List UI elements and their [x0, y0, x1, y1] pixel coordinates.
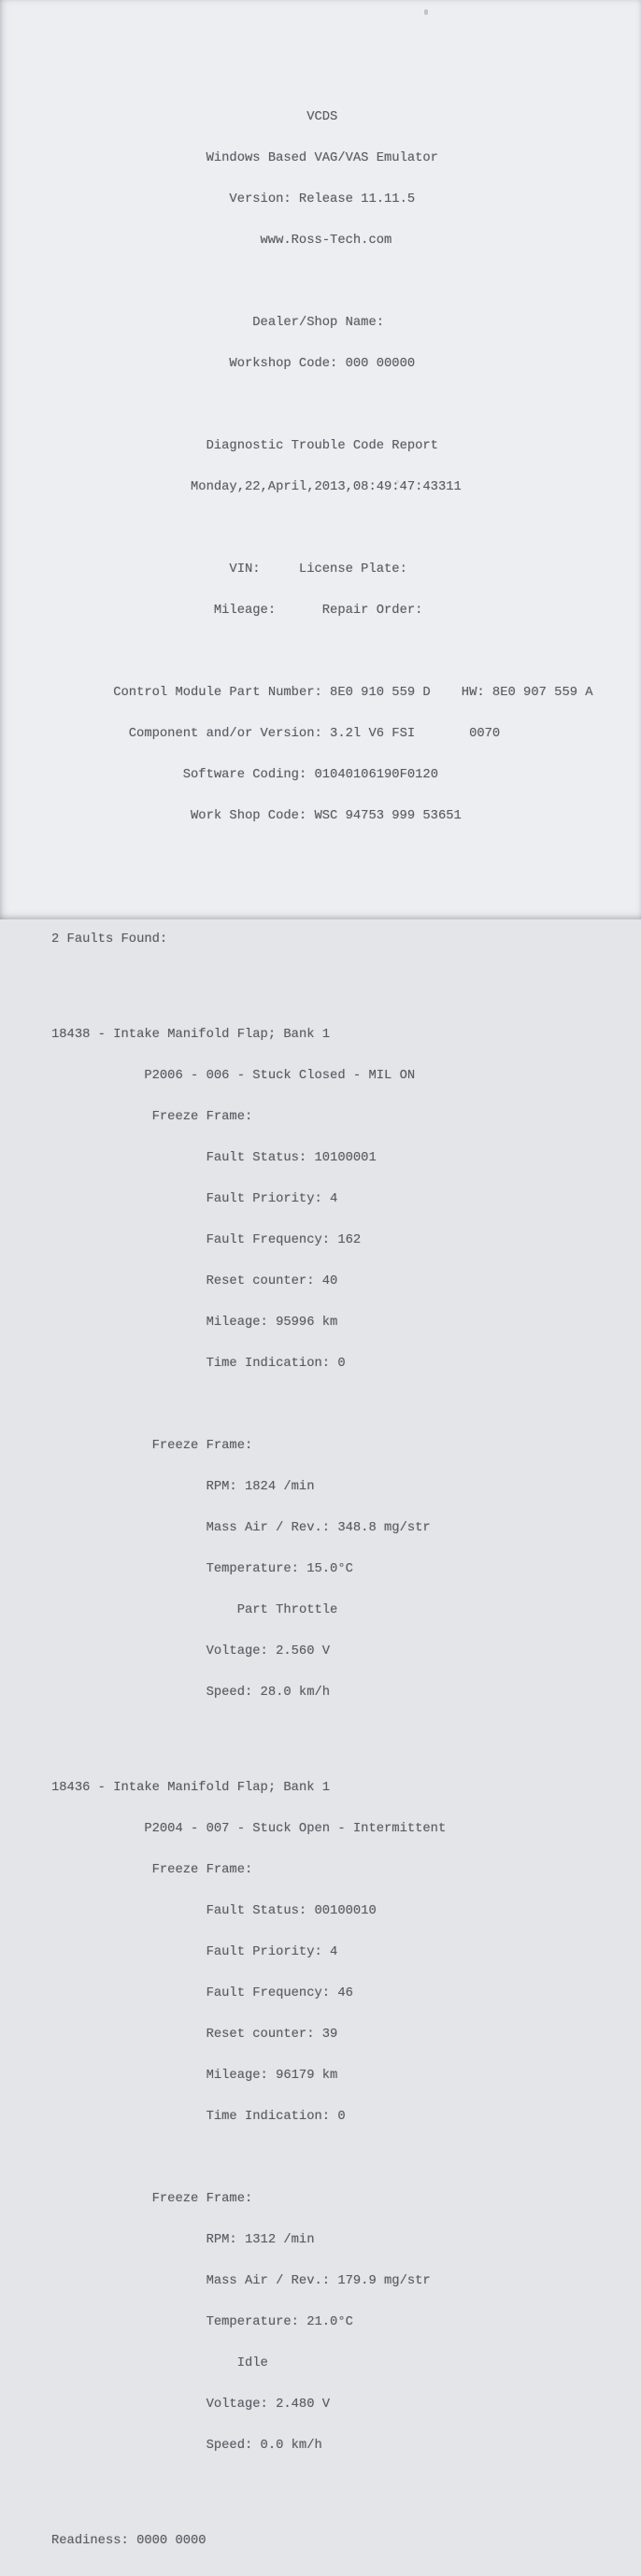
fault-code-line: P2006 - 006 - Stuck Closed - MIL ON — [144, 1069, 416, 1084]
vin-license-line: VIN: License Plate: — [229, 562, 407, 576]
app-version-line: Version: Release 11.11.5 — [229, 192, 416, 207]
report-text-body — [51, 84, 593, 2576]
blank-line — [51, 2152, 593, 2166]
fault-status-line: Fault Status: 00100010 — [206, 1904, 377, 1919]
blank-line — [51, 646, 593, 660]
temperature-line: Temperature: 21.0°C — [206, 2314, 353, 2329]
fault-code-line: P2004 - 007 - Stuck Open - Intermittent — [144, 1822, 447, 1837]
fault-status-line: Fault Status: 10100001 — [206, 1151, 377, 1166]
fault-frequency-line: Fault Frequency: 162 — [206, 1233, 362, 1248]
app-subtitle: Windows Based VAG/VAS Emulator — [206, 151, 438, 166]
speed-line: Speed: 28.0 km/h — [206, 1685, 331, 1700]
blank-line — [51, 975, 593, 989]
throttle-condition-line: Part Throttle — [236, 1602, 338, 1617]
scan-speck — [424, 9, 428, 15]
software-coding-line: Software Coding: 01040106190F0120 — [182, 767, 438, 782]
blank-line — [51, 1728, 593, 1742]
mass-air-line: Mass Air / Rev.: 179.9 mg/str — [206, 2273, 431, 2288]
temperature-line: Temperature: 15.0°C — [206, 1561, 353, 1576]
time-indication-line: Time Indication: 0 — [206, 2109, 346, 2124]
voltage-line: Voltage: 2.480 V — [206, 2397, 331, 2412]
freeze-frame-label: Freeze Frame: — [151, 1438, 253, 1453]
fault-priority-line: Fault Priority: 4 — [206, 1945, 338, 1960]
mileage-line: Mileage: 95996 km — [206, 1315, 338, 1330]
throttle-condition-line: Idle — [236, 2355, 268, 2370]
blank-line — [51, 399, 593, 413]
freeze-frame-label: Freeze Frame: — [151, 1863, 253, 1878]
website-line: www.Ross-Tech.com — [260, 234, 392, 249]
readiness-line: Readiness: 0000 0000 — [51, 2534, 207, 2549]
work-shop-code-line: Work Shop Code: WSC 94753 999 53651 — [191, 808, 462, 823]
reset-counter-line: Reset counter: 40 — [206, 1274, 338, 1288]
module-part-number-line: Control Module Part Number: 8E0 910 559 D HW: 8E0 907 559 A — [113, 685, 593, 700]
voltage-line: Voltage: 2.560 V — [206, 1644, 331, 1658]
mileage-repair-line: Mileage: Repair Order: — [213, 603, 423, 618]
fault-priority-line: Fault Priority: 4 — [206, 1192, 338, 1207]
app-title: VCDS — [306, 110, 338, 125]
report-timestamp: Monday,22,April,2013,08:49:47:43311 — [191, 480, 462, 494]
blank-line — [51, 276, 593, 290]
fault-frequency-line: Fault Frequency: 46 — [206, 1986, 353, 2001]
blank-line — [51, 851, 593, 865]
reset-counter-line: Reset counter: 39 — [206, 2028, 338, 2042]
rpm-line: RPM: 1312 /min — [206, 2232, 315, 2247]
fault-title-line: 18436 - Intake Manifold Flap; Bank 1 — [51, 1781, 331, 1796]
mileage-line: Mileage: 96179 km — [206, 2069, 338, 2084]
blank-line — [51, 892, 593, 906]
speed-line: Speed: 0.0 km/h — [206, 2438, 322, 2453]
report-title: Diagnostic Trouble Code Report — [206, 439, 438, 454]
time-indication-line: Time Indication: 0 — [206, 1356, 346, 1371]
blank-line — [51, 1399, 593, 1413]
freeze-frame-label: Freeze Frame: — [151, 2191, 253, 2206]
module-component-line: Component and/or Version: 3.2l V6 FSI 0070 — [128, 726, 501, 741]
blank-line — [51, 522, 593, 536]
freeze-frame-label: Freeze Frame: — [151, 1110, 253, 1125]
dealer-name-line: Dealer/Shop Name: — [252, 316, 385, 331]
mass-air-line: Mass Air / Rev.: 348.8 mg/str — [206, 1520, 431, 1535]
rpm-line: RPM: 1824 /min — [206, 1479, 315, 1494]
blank-line — [51, 2481, 593, 2495]
faults-found-line: 2 Faults Found: — [51, 932, 168, 946]
workshop-code-line: Workshop Code: 000 00000 — [229, 357, 416, 372]
fault-title-line: 18438 - Intake Manifold Flap; Bank 1 — [51, 1028, 331, 1043]
